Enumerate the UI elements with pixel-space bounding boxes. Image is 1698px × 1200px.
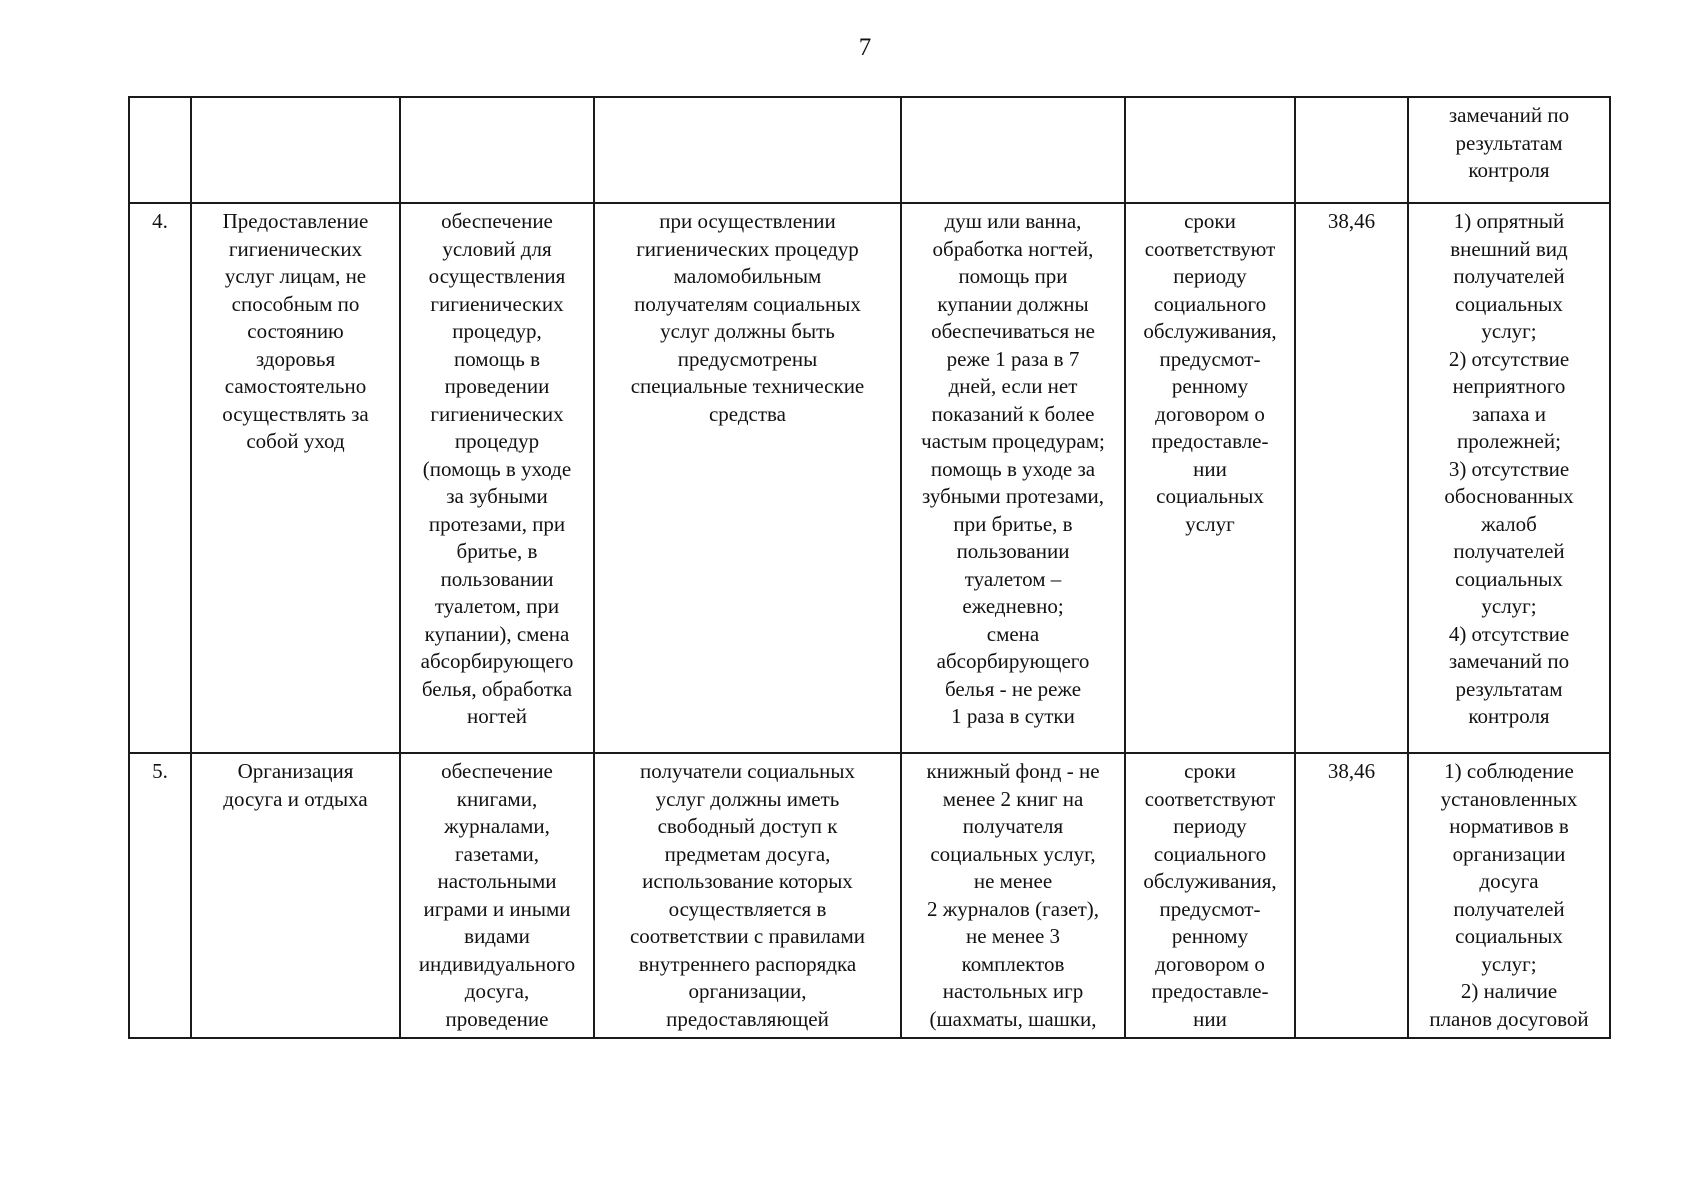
service-volume-cell [901,97,1125,203]
service-description-cell [400,97,594,203]
row-number-cell: 5. [129,753,191,1038]
quality-indicators-cell: 1) опрятный внешний вид получателей социальных услуг; 2) отсутствие неприятного запаха и пролежней; 3) отсутствие обоснованных жалоб получателей социальных услуг; 4) отсутствие замечаний по результатам контроля [1408,203,1610,753]
quality-indicators-cell: 1) соблюдение установленных нормативов в организации досуга получателей социальных услуг; 2) наличие планов досуговой [1408,753,1610,1038]
services-table [128,96,1611,1039]
service-volume-cell: книжный фонд - не менее 2 книг на получателя социальных услуг, не менее 2 журналов (газет), не менее 3 комплектов настольных игр (шахматы, шашки, [901,753,1125,1038]
service-conditions-cell [594,97,901,203]
row-number-cell: 4. [129,203,191,753]
service-name-cell: Организация досуга и отдыха [191,753,400,1038]
service-name-cell: Предоставление гигиенических услуг лицам, не способным по состоянию здоровья самостоятельно осуществлять за собой уход [191,203,400,753]
service-volume-cell: душ или ванна, обработка ногтей, помощь при купании должны обеспечиваться не реже 1 раза в 7 дней, если нет показаний к более частым процедурам; помощь в уходе за зубными протезами, при бритье, в пользовании туалетом – ежедневно; смена абсорбирующего белья - не реже 1 раза в сутки [901,203,1125,753]
page-number: 7 [858,34,872,61]
service-cost-cell [1295,97,1408,203]
service-terms-cell: сроки соответствуют периоду социального обслуживания, предусмот- ренному договором о предоставле- нии [1125,753,1295,1038]
service-name-cell [191,97,400,203]
service-terms-cell [1125,97,1295,203]
service-description-cell: обеспечение условий для осуществления гигиенических процедур, помощь в проведении гигиенических процедур (помощь в уходе за зубными протезами, при бритье, в пользовании туалетом, при купании), смена абсорбирующего белья, обработка ногтей [400,203,594,753]
table-row [129,753,1610,1038]
service-cost-cell: 38,46 [1295,753,1408,1038]
service-conditions-cell: при осуществлении гигиенических процедур маломобильным получателям социальных услуг должны быть предусмотрены специальные технические средства [594,203,901,753]
row-number-cell [129,97,191,203]
table-row [129,203,1610,753]
quality-indicators-cell: замечаний по результатам контроля [1408,97,1610,203]
service-description-cell: обеспечение книгами, журналами, газетами, настольными играми и иными видами индивидуального досуга, проведение [400,753,594,1038]
service-cost-cell: 38,46 [1295,203,1408,753]
service-terms-cell: сроки соответствуют периоду социального обслуживания, предусмот- ренному договором о предоставле- нии социальных услуг [1125,203,1295,753]
service-conditions-cell: получатели социальных услуг должны иметь свободный доступ к предметам досуга, использование которых осуществляется в соответствии с правилами внутреннего распорядка организации, предоставляющей [594,753,901,1038]
table-row [129,97,1610,203]
